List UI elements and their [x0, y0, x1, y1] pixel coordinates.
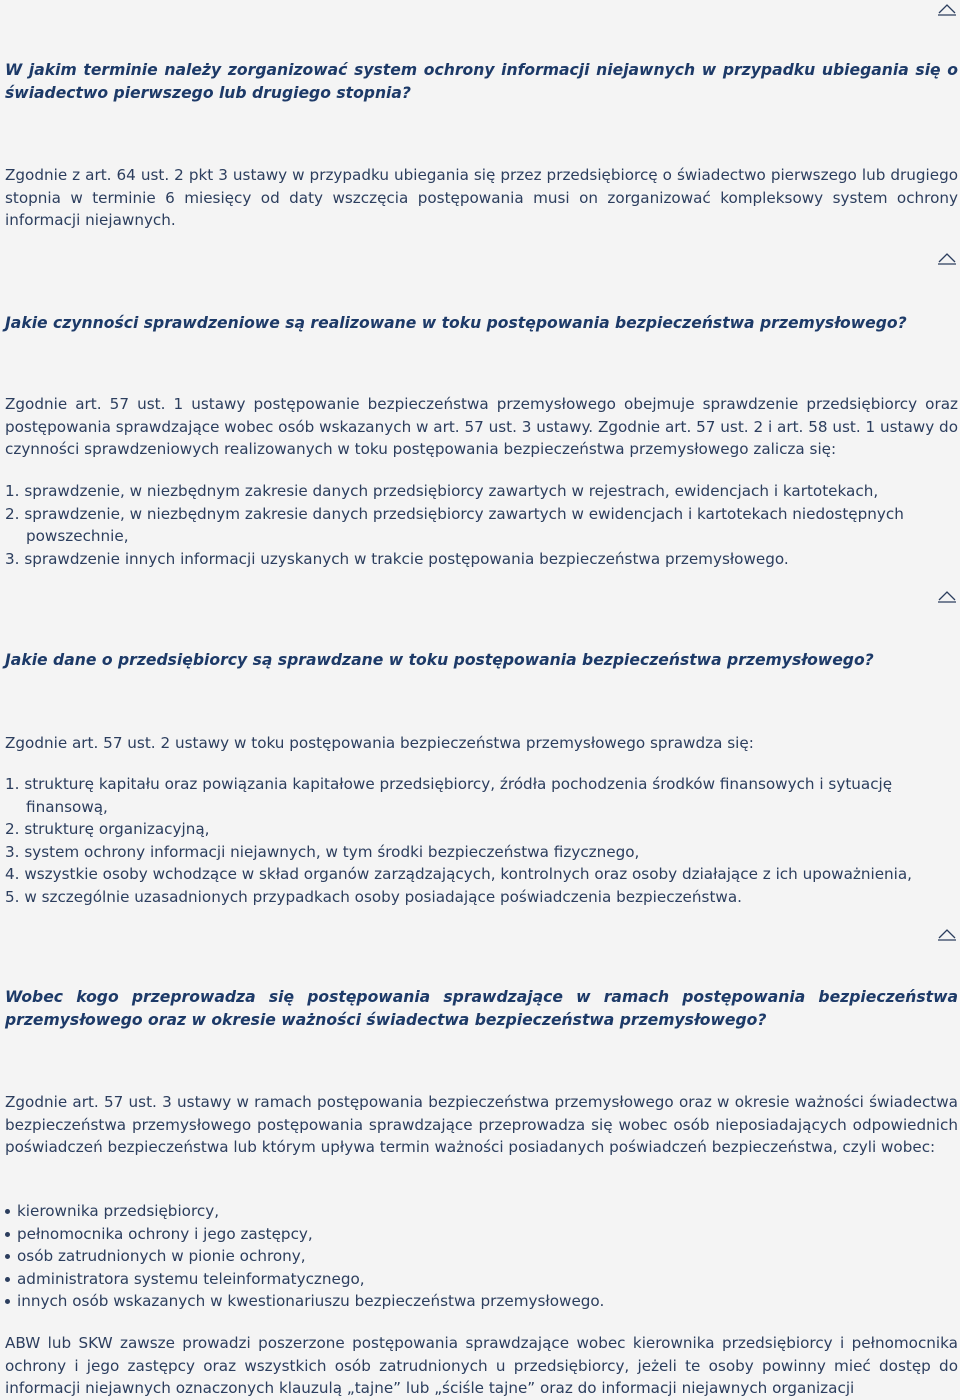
back-to-top-icon[interactable]	[937, 251, 957, 265]
closing-paragraph: ABW lub SKW zawsze prowadzi poszerzone postępowania sprawdzające wobec kierownika przedsiębiorcy i pełnomocnika ochrony i jego zastępcy oraz wszystkich osób zatrudnionych u przedsiębiorcy, jeżeli te osoby powinny mieć dostęp do informacji niejawnych oznaczonych klauzulą „tajne” lub „ściśle tajne” oraz do informacji niejawnych organizacji	[5, 1334, 958, 1397]
list-item: 1. strukturę kapitału oraz powiązania kapitałowe przedsiębiorcy, źródła pochodzenia środków finansowych i sytuację finansową,	[5, 775, 893, 816]
back-to-top-icon[interactable]	[937, 589, 957, 603]
question-1: W jakim terminie należy zorganizować system ochrony informacji niejawnych w przypadku ubiegania się o świadectwo pierwszego lub drugiego stopnia?	[5, 61, 958, 102]
answer-4: Zgodnie art. 57 ust. 3 ustawy w ramach postępowania bezpieczeństwa przemysłowego oraz w okresie ważności świadectwa bezpieczeństwa przemysłowego postępowania sprawdzające przeprowadza się wobec osób nieposiadających odpowiednich poświadczeń bezpieczeństwa lub którym upływa termin ważności posiadanych poświadczeń bezpieczeństwa, czyli wobec:	[5, 1093, 958, 1156]
data-checked-list	[5, 773, 958, 908]
list-item: 5. w szczególnie uzasadnionych przypadkach osoby posiadające poświadczenia bezpieczeństwa.	[5, 887, 742, 906]
list-item: administratora systemu teleinformatycznego,	[5, 1268, 958, 1291]
question-3: Jakie dane o przedsiębiorcy są sprawdzane w toku postępowania bezpieczeństwa przemysłowego?	[5, 651, 874, 669]
bullet-icon	[5, 1299, 10, 1304]
checks-list	[5, 480, 958, 570]
answer-3: Zgodnie art. 57 ust. 2 ustawy w toku postępowania bezpieczeństwa przemysłowego sprawdza się:	[5, 734, 754, 752]
list-item: kierownika przedsiębiorcy,	[5, 1200, 958, 1223]
back-to-top-icon[interactable]	[937, 927, 957, 941]
list-item: pełnomocnika ochrony i jego zastępcy,	[5, 1223, 958, 1246]
answer-1: Zgodnie z art. 64 ust. 2 pkt 3 ustawy w przypadku ubiegania się przez przedsiębiorcę o świadectwo pierwszego lub drugiego stopnia w terminie 6 miesięcy od daty wszczęcia postępowania musi on zorganizować kompleksowy system ochrony informacji niejawnych.	[5, 166, 958, 229]
bullet-icon	[5, 1232, 10, 1237]
list-item: 2. sprawdzenie, w niezbędnym zakresie danych przedsiębiorcy zawartych w ewidencjach i kartotekach niedostępnych powszechnie,	[5, 504, 904, 545]
list-item: 3. sprawdzenie innych informacji uzyskanych w trakcie postępowania bezpieczeństwa przemysłowego.	[5, 549, 789, 568]
list-item: 2. strukturę organizacyjną,	[5, 820, 210, 838]
question-2: Jakie czynności sprawdzeniowe są realizowane w toku postępowania bezpieczeństwa przemysłowego?	[5, 314, 907, 332]
question-4: Wobec kogo przeprowadza się postępowania sprawdzające w ramach postępowania bezpieczeństwa przemysłowego oraz w okresie ważności świadectwa bezpieczeństwa przemysłowego?	[5, 988, 958, 1029]
list-item: osób zatrudnionych w pionie ochrony,	[5, 1245, 958, 1268]
list-item: 3. system ochrony informacji niejawnych, w tym środki bezpieczeństwa fizycznego,	[5, 842, 640, 861]
list-item: 4. wszystkie osoby wchodzące w skład organów zarządzających, kontrolnych oraz osoby działające z ich upoważnienia,	[5, 865, 913, 883]
bullet-icon	[5, 1277, 10, 1282]
list-item: 1. sprawdzenie, w niezbędnym zakresie danych przedsiębiorcy zawartych w rejestrach, ewidencjach i kartotekach,	[5, 482, 879, 500]
bullet-icon	[5, 1209, 10, 1214]
bullet-icon	[5, 1254, 10, 1259]
list-item: innych osób wskazanych w kwestionariuszu bezpieczeństwa przemysłowego.	[5, 1290, 958, 1313]
answer-2: Zgodnie art. 57 ust. 1 ustawy postępowanie bezpieczeństwa przemysłowego obejmuje sprawdzenie przedsiębiorcy oraz postępowania sprawdzające wobec osób wskazanych w art. 57 ust. 3 ustawy. Zgodnie art. 57 ust. 2 i art. 58 ust. 1 ustawy do czynności sprawdzeniowych realizowanych w toku postępowania bezpieczeństwa przemysłowego zalicza się:	[5, 395, 958, 458]
back-to-top-icon[interactable]	[937, 2, 957, 16]
persons-list	[5, 1200, 958, 1313]
